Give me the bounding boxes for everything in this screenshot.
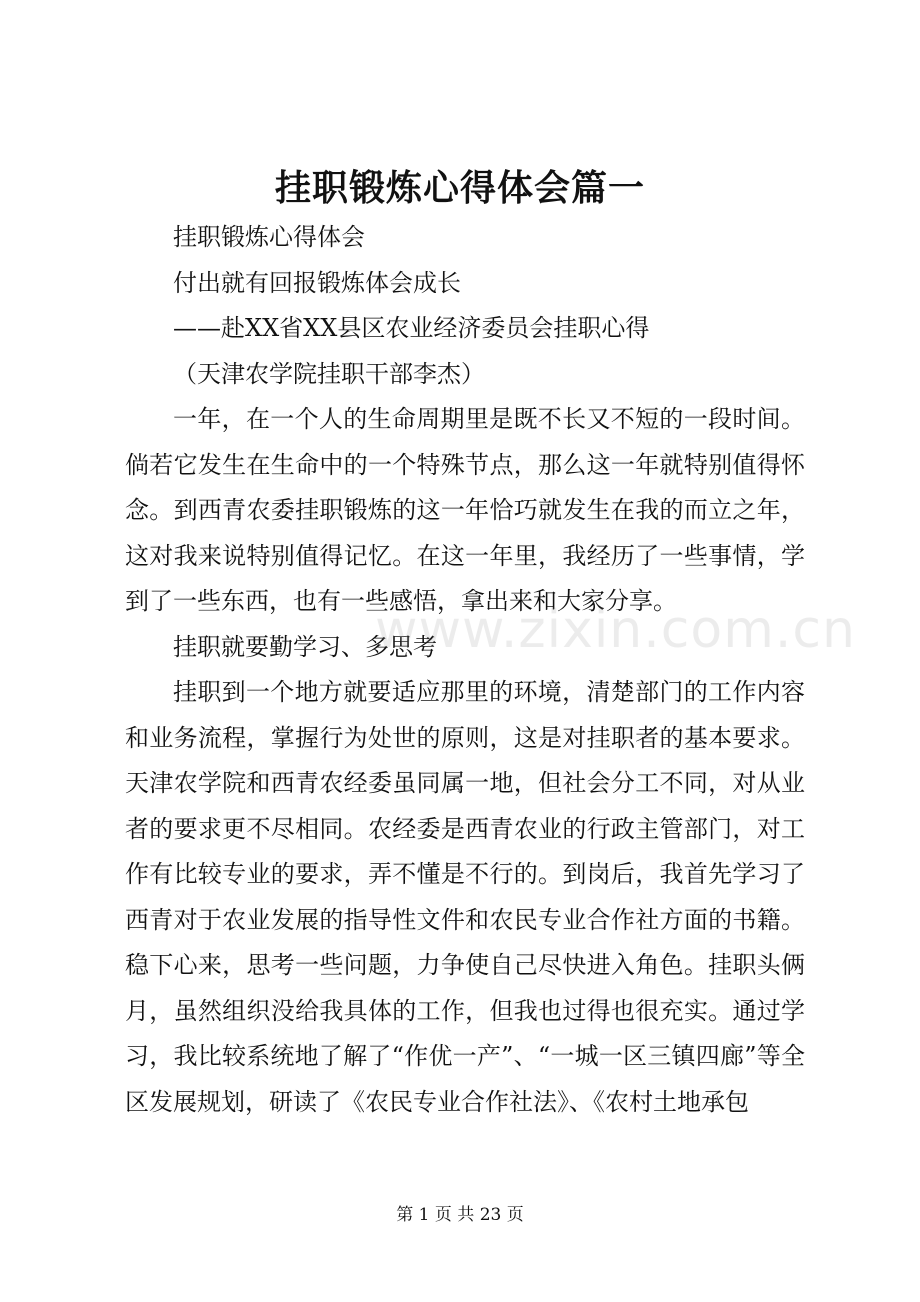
page-footer: 第 1 页 共 23 页: [396, 1205, 524, 1225]
subtitle-line: 付出就有回报锻炼体会成长: [173, 268, 461, 297]
document-title: 挂职锻炼心得体会篇一: [274, 167, 645, 209]
document-body: [125, 215, 805, 1125]
author-line: （天津农学院挂职干部李杰）: [173, 359, 485, 388]
subtitle-line: 挂职锻炼心得体会: [173, 223, 365, 251]
subtitle-line: ——赴XX省XX县区农业经济委员会挂职心得: [173, 314, 650, 342]
section-heading: 挂职就要勤学习、多思考: [173, 632, 437, 661]
paragraph-body: 挂职到一个地方就要适应那里的环境，清楚部门的工作内容和业务流程，掌握行为处世的原则，这是对挂职者的基本要求。天津农学院和西青农经委虽同属一地，但社会分工不同，对从业者的要求更不尽相同。农经委是西青农业的行政主管部门，对工作有比较专业的要求，弄不懂是不行的。到岗后，我首先学习了西青对于农业发展的指导性文件和农民专业合作社方面的书籍。稳下心来，思考一些问题，力争使自己尽快进入角色。挂职头俩月，虽然组织没给我具体的工作，但我也过得也很充实。通过学习，我比较系统地了解了“作优一产”、“一城一区三镇四廊”等全区发展规划，研读了《农民专业合作社法》、《农村土地承包: [125, 678, 805, 1116]
watermark: www.zixin.com.cn: [375, 600, 856, 660]
paragraph-intro: 一年，在一个人的生命周期里是既不长又不短的一段时间。倘若它发生在生命中的一个特殊节点，那么这一年就特别值得怀念。到西青农委挂职锻炼的这一年恰巧就发生在我的而立之年，这对我来说特别值得记忆。在这一年里，我经历了一些事情，学到了一些东西，也有一些感悟，拿出来和大家分享。: [125, 405, 805, 615]
